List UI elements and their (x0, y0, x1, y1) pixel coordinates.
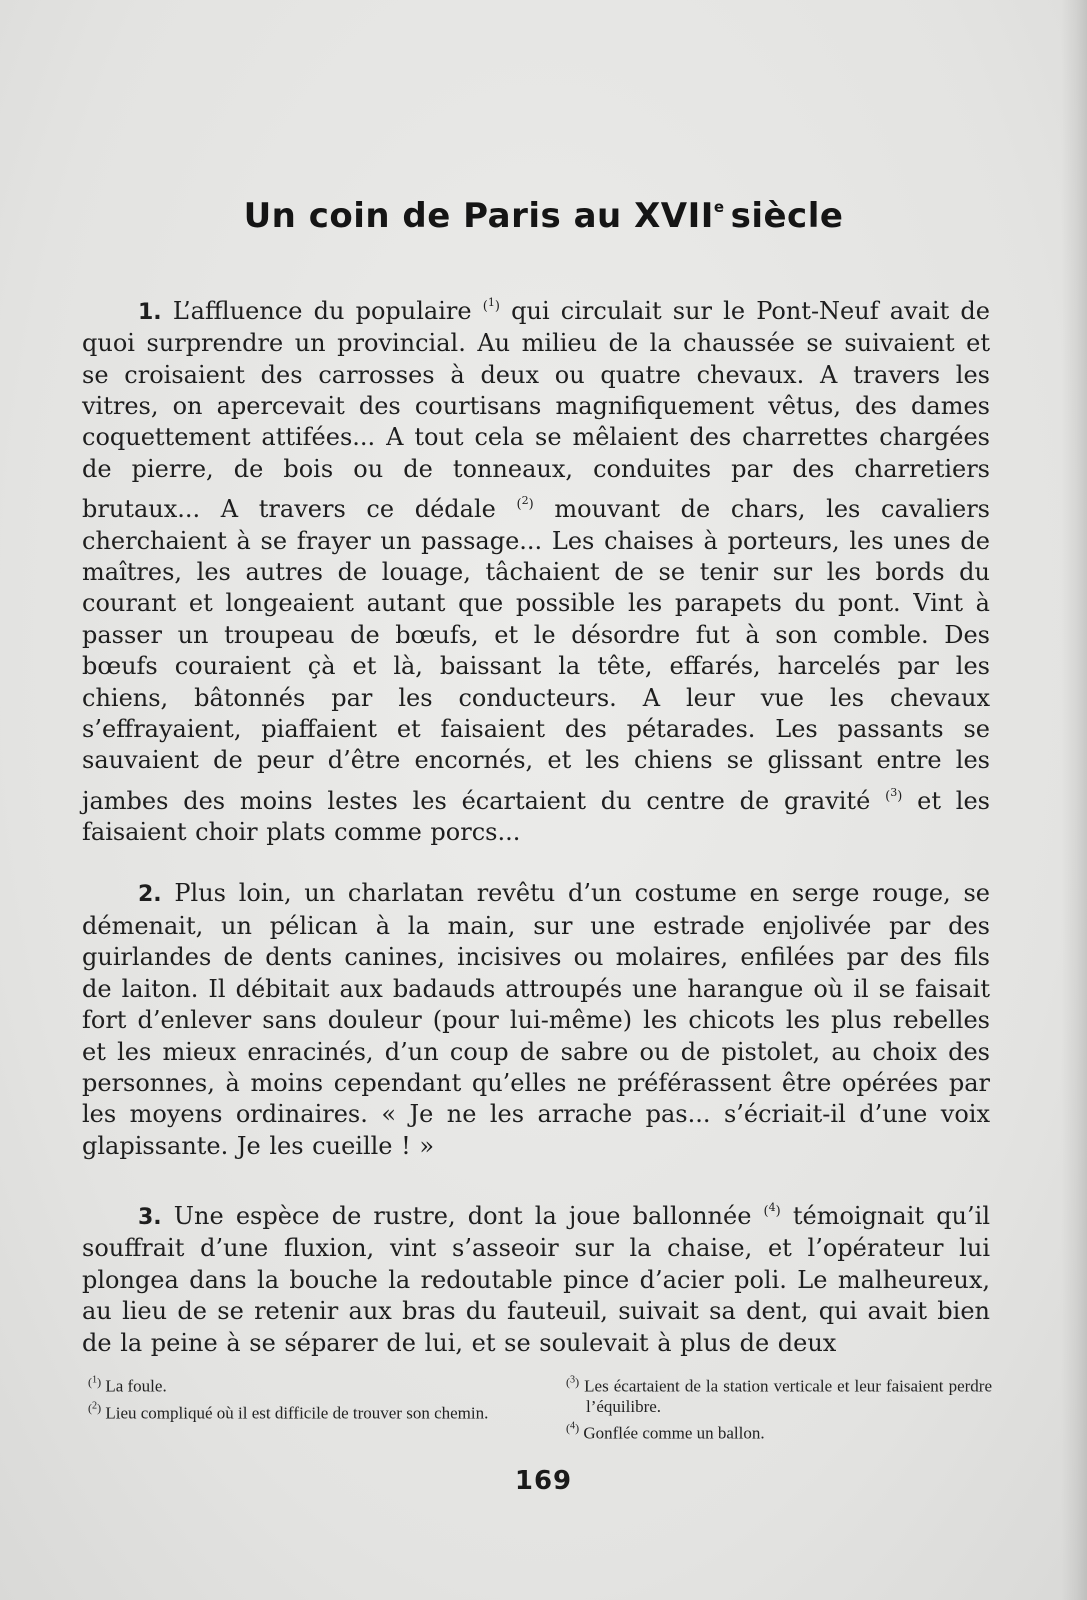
paragraph-text: L’affluence du populaire (161, 296, 483, 325)
paragraph-2 (82, 878, 990, 1162)
footnote-4 (566, 1417, 992, 1444)
footnote-3 (566, 1370, 992, 1417)
footnote-ref: (4) (763, 1201, 781, 1219)
page-title (0, 196, 1087, 236)
paragraph-text: Plus loin, un charlatan revêtu d’un costume en serge rouge, se démenait, un pélican à la main, sur une estrade enjolivée par des guirlandes de dents canines, incisives ou molaires, enfilées par des fils de laiton. Il débitait aux badauds attroupés une harangue où il se faisait fort d’enlever sans douleur (pour lui-même) les chicots les plus rebelles et les mieux enracinés, d’un coup de sabre ou de pistolet, au choix des personnes, à moins cependant qu’elles ne préférassent être opérées par les moyens ordinaires. « Je ne les arrache pas... s’écriait-il d’une voix glapissante. Je les cueille ! » (82, 879, 990, 1160)
paragraph-text: et les faisaient choir plats comme porcs... (82, 786, 990, 847)
footnote-text: Gonflée comme un ballon. (579, 1423, 765, 1443)
page-number: 169 (514, 1466, 573, 1496)
footnote-1 (88, 1370, 518, 1397)
paragraph-1 (82, 287, 990, 848)
page-edge-shadow (1061, 0, 1087, 1600)
footnote-marker: (2) (88, 1400, 102, 1416)
title-main: Un coin de Paris au XVII (243, 196, 714, 236)
footnote-ref: (3) (885, 785, 903, 804)
paragraph-text: qui circulait sur le Pont-Neuf avait de quoi surprendre un provincial. Au milieu de la chaussée se suivaient et se croisaient des carrosses à deux ou quatre chevaux. A travers les vitres, on apercevait des courtisans magnifiquement vêtus, des dames coquettement attifées... A tout cela se mêlaient des charrettes chargées de pierre, de bois ou de tonneaux, conduites par des charretiers brutaux... A travers ce dédale (82, 296, 990, 524)
paragraph-3 (82, 1192, 990, 1359)
footnote-ref: (1) (482, 296, 500, 314)
title-superscript: e (713, 198, 725, 216)
paragraph-text: Une espèce de rustre, dont la joue ballonnée (161, 1202, 764, 1230)
footnote-2 (88, 1397, 518, 1424)
paragraph-number: 3. (138, 1205, 162, 1230)
footnote-text: La foule. (101, 1376, 167, 1396)
footnote-text: Lieu compliqué où il est difficile de trouver son chemin. (101, 1403, 489, 1423)
paragraph-number: 2. (138, 882, 162, 908)
footnote-marker: (4) (566, 1420, 580, 1436)
body-text (82, 287, 990, 1359)
footnotes-left-column (88, 1370, 518, 1423)
footnote-ref: (2) (516, 494, 534, 513)
title-tail: siècle (730, 196, 844, 236)
paragraph-text: témoignait qu’il souffrait d’une fluxion, vint s’asseoir sur la chaise, et l’opérateur lui plongea dans la bouche la redoutable pince d’acier poli. Le malheureux, au lieu de se retenir aux bras du fauteuil, suivait sa dent, qui avait bien de la peine à se séparer de lui, et se soulevait à plus de deux (82, 1202, 990, 1357)
paragraph-number: 1. (138, 299, 162, 325)
footnote-text: Les écartaient de la station verticale et leur faisaient perdre l’équilibre. (579, 1376, 992, 1416)
footnote-marker: (1) (88, 1374, 102, 1389)
paragraph-text: mouvant de chars, les cavaliers cherchaient à se frayer un passage... Les chaises à porteurs, les unes de maîtres, les autres de louage, tâchaient de se tenir sur les bords du courant et longeaient autant que possible les parapets du pont. Vint à passer un troupeau de bœufs, et le désordre fut à son comble. Des bœufs couraient çà et là, baissant la tête, effarés, harcelés par les chiens, bâtonnés par les conducteurs. A leur vue les chevaux s’effrayaient, piaffaient et faisaient des pétarades. Les passants se sauvaient de peur d’être encornés, et les chiens se glissant entre les jambes des moins lestes les écartaient du centre de gravité (82, 495, 991, 815)
footnotes-right-column (566, 1370, 992, 1443)
footnote-marker: (3) (566, 1374, 580, 1389)
